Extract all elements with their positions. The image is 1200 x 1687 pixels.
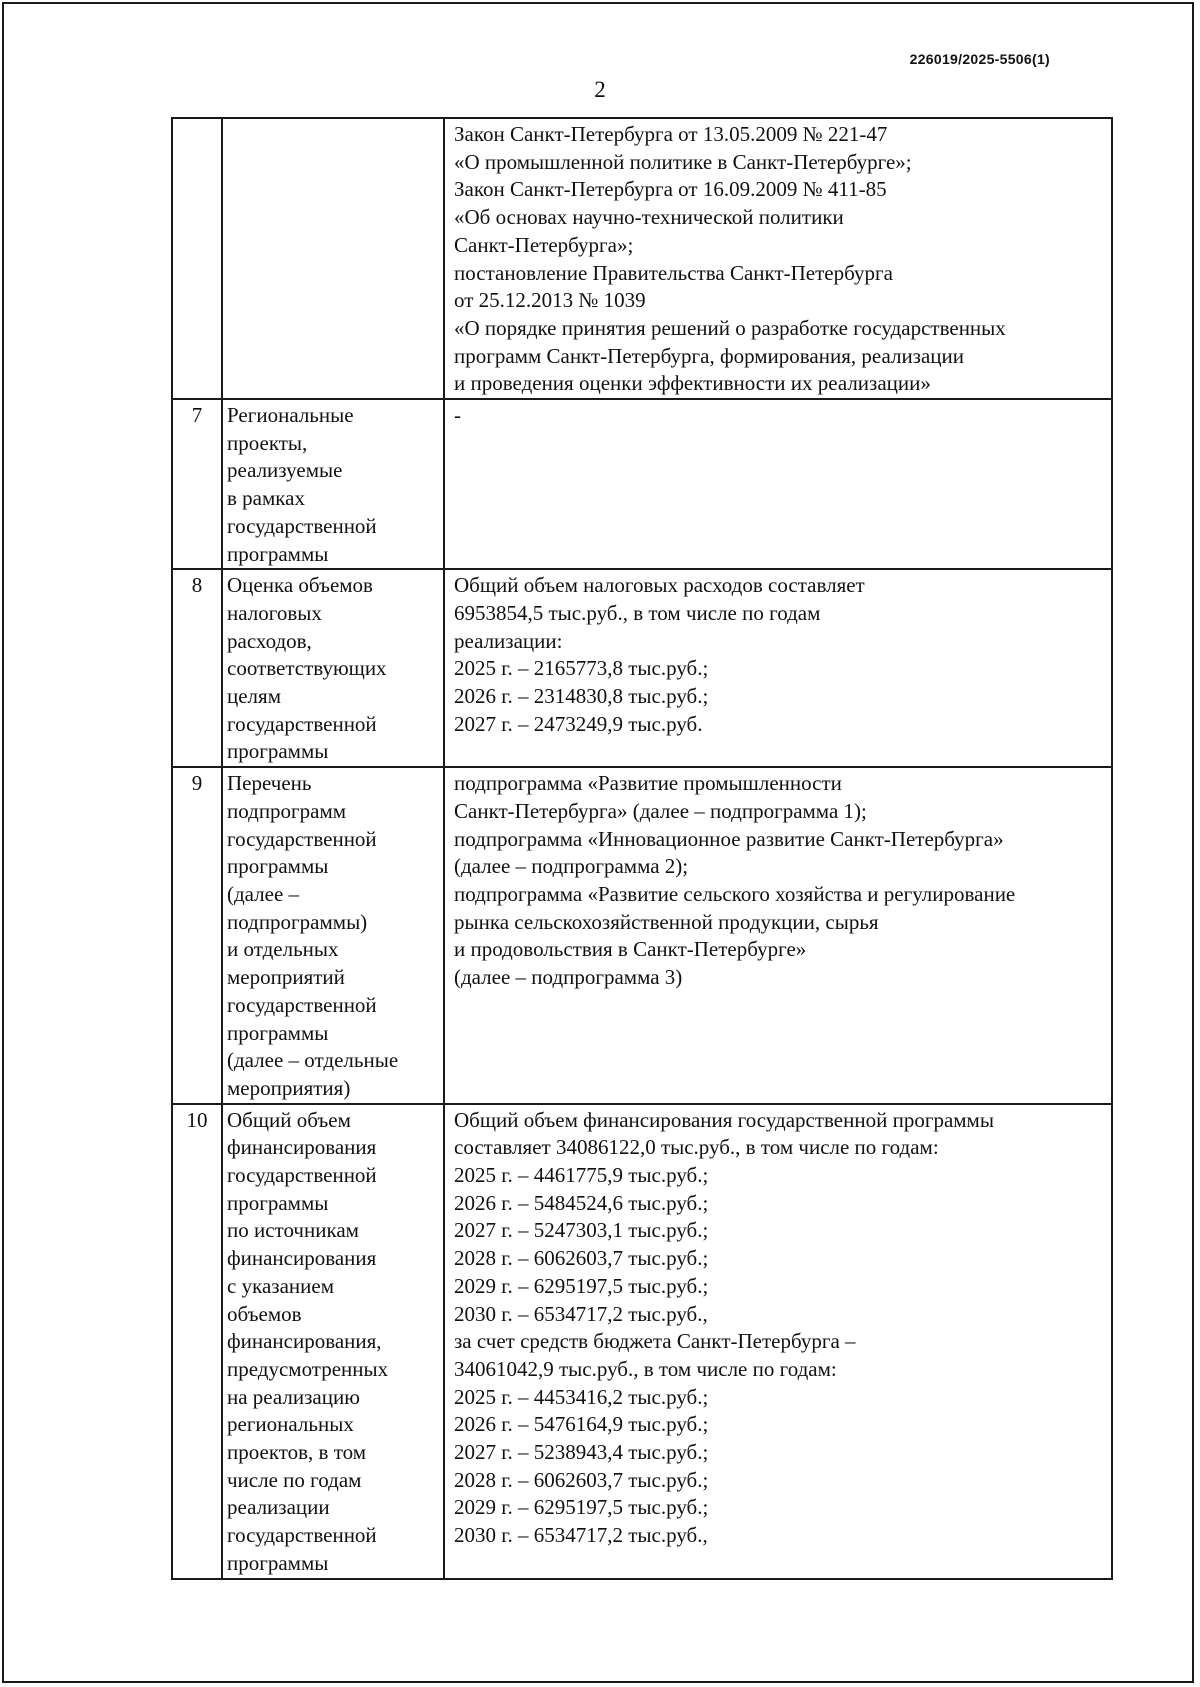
parameter-name-line: программы	[227, 1190, 329, 1215]
parameter-value-line: 2025 г. – 4461775,9 тыс.руб.;	[454, 1163, 709, 1188]
parameter-name-line: программы	[227, 1020, 329, 1045]
parameter-name-line: (далее –	[227, 881, 300, 906]
parameter-value-line: реализации:	[454, 628, 563, 653]
row-number-cell	[172, 399, 222, 569]
row-number: 7	[191, 403, 203, 428]
row-number: 10	[186, 1107, 208, 1132]
parameter-name-cell	[222, 399, 444, 569]
parameter-value-line: «О порядке принятия решений о разработке государственных	[454, 315, 1006, 340]
row-number-cell	[172, 569, 222, 767]
parameter-name-line: реализации	[227, 1495, 330, 1520]
parameter-value-line: 2027 г. – 5247303,1 тыс.руб.;	[454, 1218, 709, 1243]
table-row	[172, 767, 1112, 1103]
parameter-value-line: 2025 г. – 4453416,2 тыс.руб.;	[454, 1384, 709, 1409]
parameter-name-line: Региональные	[227, 403, 354, 428]
parameter-value-line: составляет 34086122,0 тыс.руб., в том числе по годам:	[454, 1135, 939, 1160]
parameter-value-line: 2026 г. – 5484524,6 тыс.руб.;	[454, 1190, 709, 1215]
parameter-name-line: по источникам	[227, 1218, 359, 1243]
parameter-name-line: на реализацию	[227, 1384, 360, 1409]
parameter-value-line: (далее – подпрограмма 3)	[454, 965, 683, 990]
parameter-value-line: программ Санкт-Петербурга, формирования, реализации	[454, 343, 965, 368]
row-number-cell	[172, 767, 222, 1103]
parameter-name-line: Общий объем	[227, 1107, 351, 1132]
parameter-value-line: Общий объем налоговых расходов составляет	[454, 573, 865, 598]
parameter-name-line: с указанием	[227, 1273, 334, 1298]
parameter-value-line: «О промышленной политике в Санкт-Петербурге»;	[454, 149, 912, 174]
parameter-value-line: 2026 г. – 2314830,8 тыс.руб.;	[454, 684, 709, 709]
page-number: 2	[594, 77, 606, 102]
parameter-value-line: Закон Санкт-Петербурга от 16.09.2009 № 411-85	[454, 177, 887, 202]
parameter-name-line: объемов	[227, 1301, 302, 1326]
parameter-value-line: 2025 г. – 2165773,8 тыс.руб.;	[454, 656, 709, 681]
parameter-name-line: финансирования	[227, 1246, 377, 1271]
parameter-value-cell	[444, 118, 1112, 399]
parameter-name-line: государственной	[227, 1523, 377, 1548]
parameter-value-line: Общий объем финансирования государственной программы	[454, 1107, 994, 1132]
parameter-name-line: проекты,	[227, 430, 308, 455]
parameter-name-line: (далее – отдельные	[227, 1048, 399, 1073]
parameter-name-line: и отдельных	[227, 937, 339, 962]
parameter-value-line: 2026 г. – 5476164,9 тыс.руб.;	[454, 1412, 709, 1437]
parameter-name-line: целям	[227, 684, 281, 709]
parameter-name-line: налоговых	[227, 600, 322, 625]
parameter-name-line: программы	[227, 1550, 329, 1575]
row-number-cell	[172, 1104, 222, 1579]
parameter-value-line: (далее – подпрограмма 2);	[454, 854, 689, 879]
parameter-value-line: за счет средств бюджета Санкт-Петербурга –	[454, 1329, 856, 1354]
row-number-cell	[172, 118, 222, 399]
parameter-value-line: 2030 г. – 6534717,2 тыс.руб.,	[454, 1523, 708, 1548]
parameter-name-line: государственной	[227, 826, 377, 851]
parameter-value-cell	[444, 399, 1112, 569]
parameter-value-line: подпрограмма «Развитие сельского хозяйства и регулирование	[454, 881, 1016, 906]
parameter-name-cell	[222, 1104, 444, 1579]
parameter-name-line: программы	[227, 541, 329, 566]
document-registration-number: 226019/2025-5506(1)	[909, 51, 1050, 67]
parameter-name-line: государственной	[227, 711, 377, 736]
parameter-name-line: числе по годам	[227, 1467, 362, 1492]
table-row	[172, 569, 1112, 767]
parameter-name-line: программы	[227, 739, 329, 764]
table-body	[172, 118, 1112, 1579]
table-row	[172, 399, 1112, 569]
parameter-name-line: в рамках	[227, 486, 305, 511]
parameter-name-line: расходов,	[227, 628, 312, 653]
parameter-value-line: подпрограмма «Развитие промышленности	[454, 771, 842, 796]
parameter-name-line: мероприятия)	[227, 1075, 351, 1100]
parameter-value-line: «Об основах научно-технической политики	[454, 205, 844, 230]
parameter-name-line: подпрограммы)	[227, 909, 368, 934]
parameter-value-line: 2027 г. – 2473249,9 тыс.руб.	[454, 711, 703, 736]
parameter-name-line: предусмотренных	[227, 1356, 389, 1381]
row-number: 8	[191, 573, 203, 598]
program-passport-table	[171, 117, 1113, 1580]
parameter-value-line: 2029 г. – 6295197,5 тыс.руб.;	[454, 1495, 709, 1520]
parameter-value-line: Санкт-Петербурга» (далее – подпрограмма 1);	[454, 798, 867, 823]
parameter-value-line: от 25.12.2013 № 1039	[454, 288, 646, 313]
parameter-name-line: Оценка объемов	[227, 573, 373, 598]
parameter-name-line: подпрограмм	[227, 798, 347, 823]
parameter-name-line: государственной	[227, 992, 377, 1017]
parameter-value-line: 2028 г. – 6062603,7 тыс.руб.;	[454, 1467, 709, 1492]
parameter-value-line: -	[454, 403, 461, 428]
parameter-name-line: проектов, в том	[227, 1440, 367, 1465]
row-number: 9	[191, 771, 203, 796]
parameter-value-line: 2028 г. – 6062603,7 тыс.руб.;	[454, 1246, 709, 1271]
table-row	[172, 1104, 1112, 1579]
parameter-value-cell	[444, 569, 1112, 767]
parameter-name-line: реализуемые	[227, 458, 343, 483]
parameter-value-line: постановление Правительства Санкт-Петербурга	[454, 260, 893, 285]
parameter-name-line: государственной	[227, 513, 377, 538]
parameter-name-cell	[222, 569, 444, 767]
parameter-name-line: соответствующих	[227, 656, 387, 681]
table-row	[172, 118, 1112, 399]
parameter-value-line: 2029 г. – 6295197,5 тыс.руб.;	[454, 1273, 709, 1298]
parameter-value-line: и продовольствия в Санкт-Петербурге»	[454, 937, 807, 962]
parameter-value-line: и проведения оценки эффективности их реализации»	[454, 371, 931, 396]
parameter-value-line: рынка сельскохозяйственной продукции, сырья	[454, 909, 879, 934]
parameter-name-line: региональных	[227, 1412, 354, 1437]
parameter-name-line: программы	[227, 854, 329, 879]
parameter-name-cell	[222, 767, 444, 1103]
parameter-value-line: 34061042,9 тыс.руб., в том числе по годам:	[454, 1356, 837, 1381]
parameter-value-line: подпрограмма «Инновационное развитие Санкт-Петербурга»	[454, 826, 1004, 851]
parameter-value-line: Закон Санкт-Петербурга от 13.05.2009 № 221-47	[454, 122, 888, 146]
parameter-name-line: Перечень	[227, 771, 312, 796]
parameter-value-line: 6953854,5 тыс.руб., в том числе по годам	[454, 600, 821, 625]
parameter-value-cell	[444, 1104, 1112, 1579]
parameter-value-line: Санкт-Петербурга»;	[454, 232, 634, 257]
parameter-name-line: государственной	[227, 1163, 377, 1188]
parameter-name-line: мероприятий	[227, 965, 345, 990]
parameter-value-cell	[444, 767, 1112, 1103]
parameter-name-cell	[222, 118, 444, 399]
parameter-name-line: финансирования,	[227, 1329, 382, 1354]
parameter-value-line: 2030 г. – 6534717,2 тыс.руб.,	[454, 1301, 708, 1326]
parameter-value-line: 2027 г. – 5238943,4 тыс.руб.;	[454, 1440, 709, 1465]
parameter-name-line: финансирования	[227, 1135, 377, 1160]
